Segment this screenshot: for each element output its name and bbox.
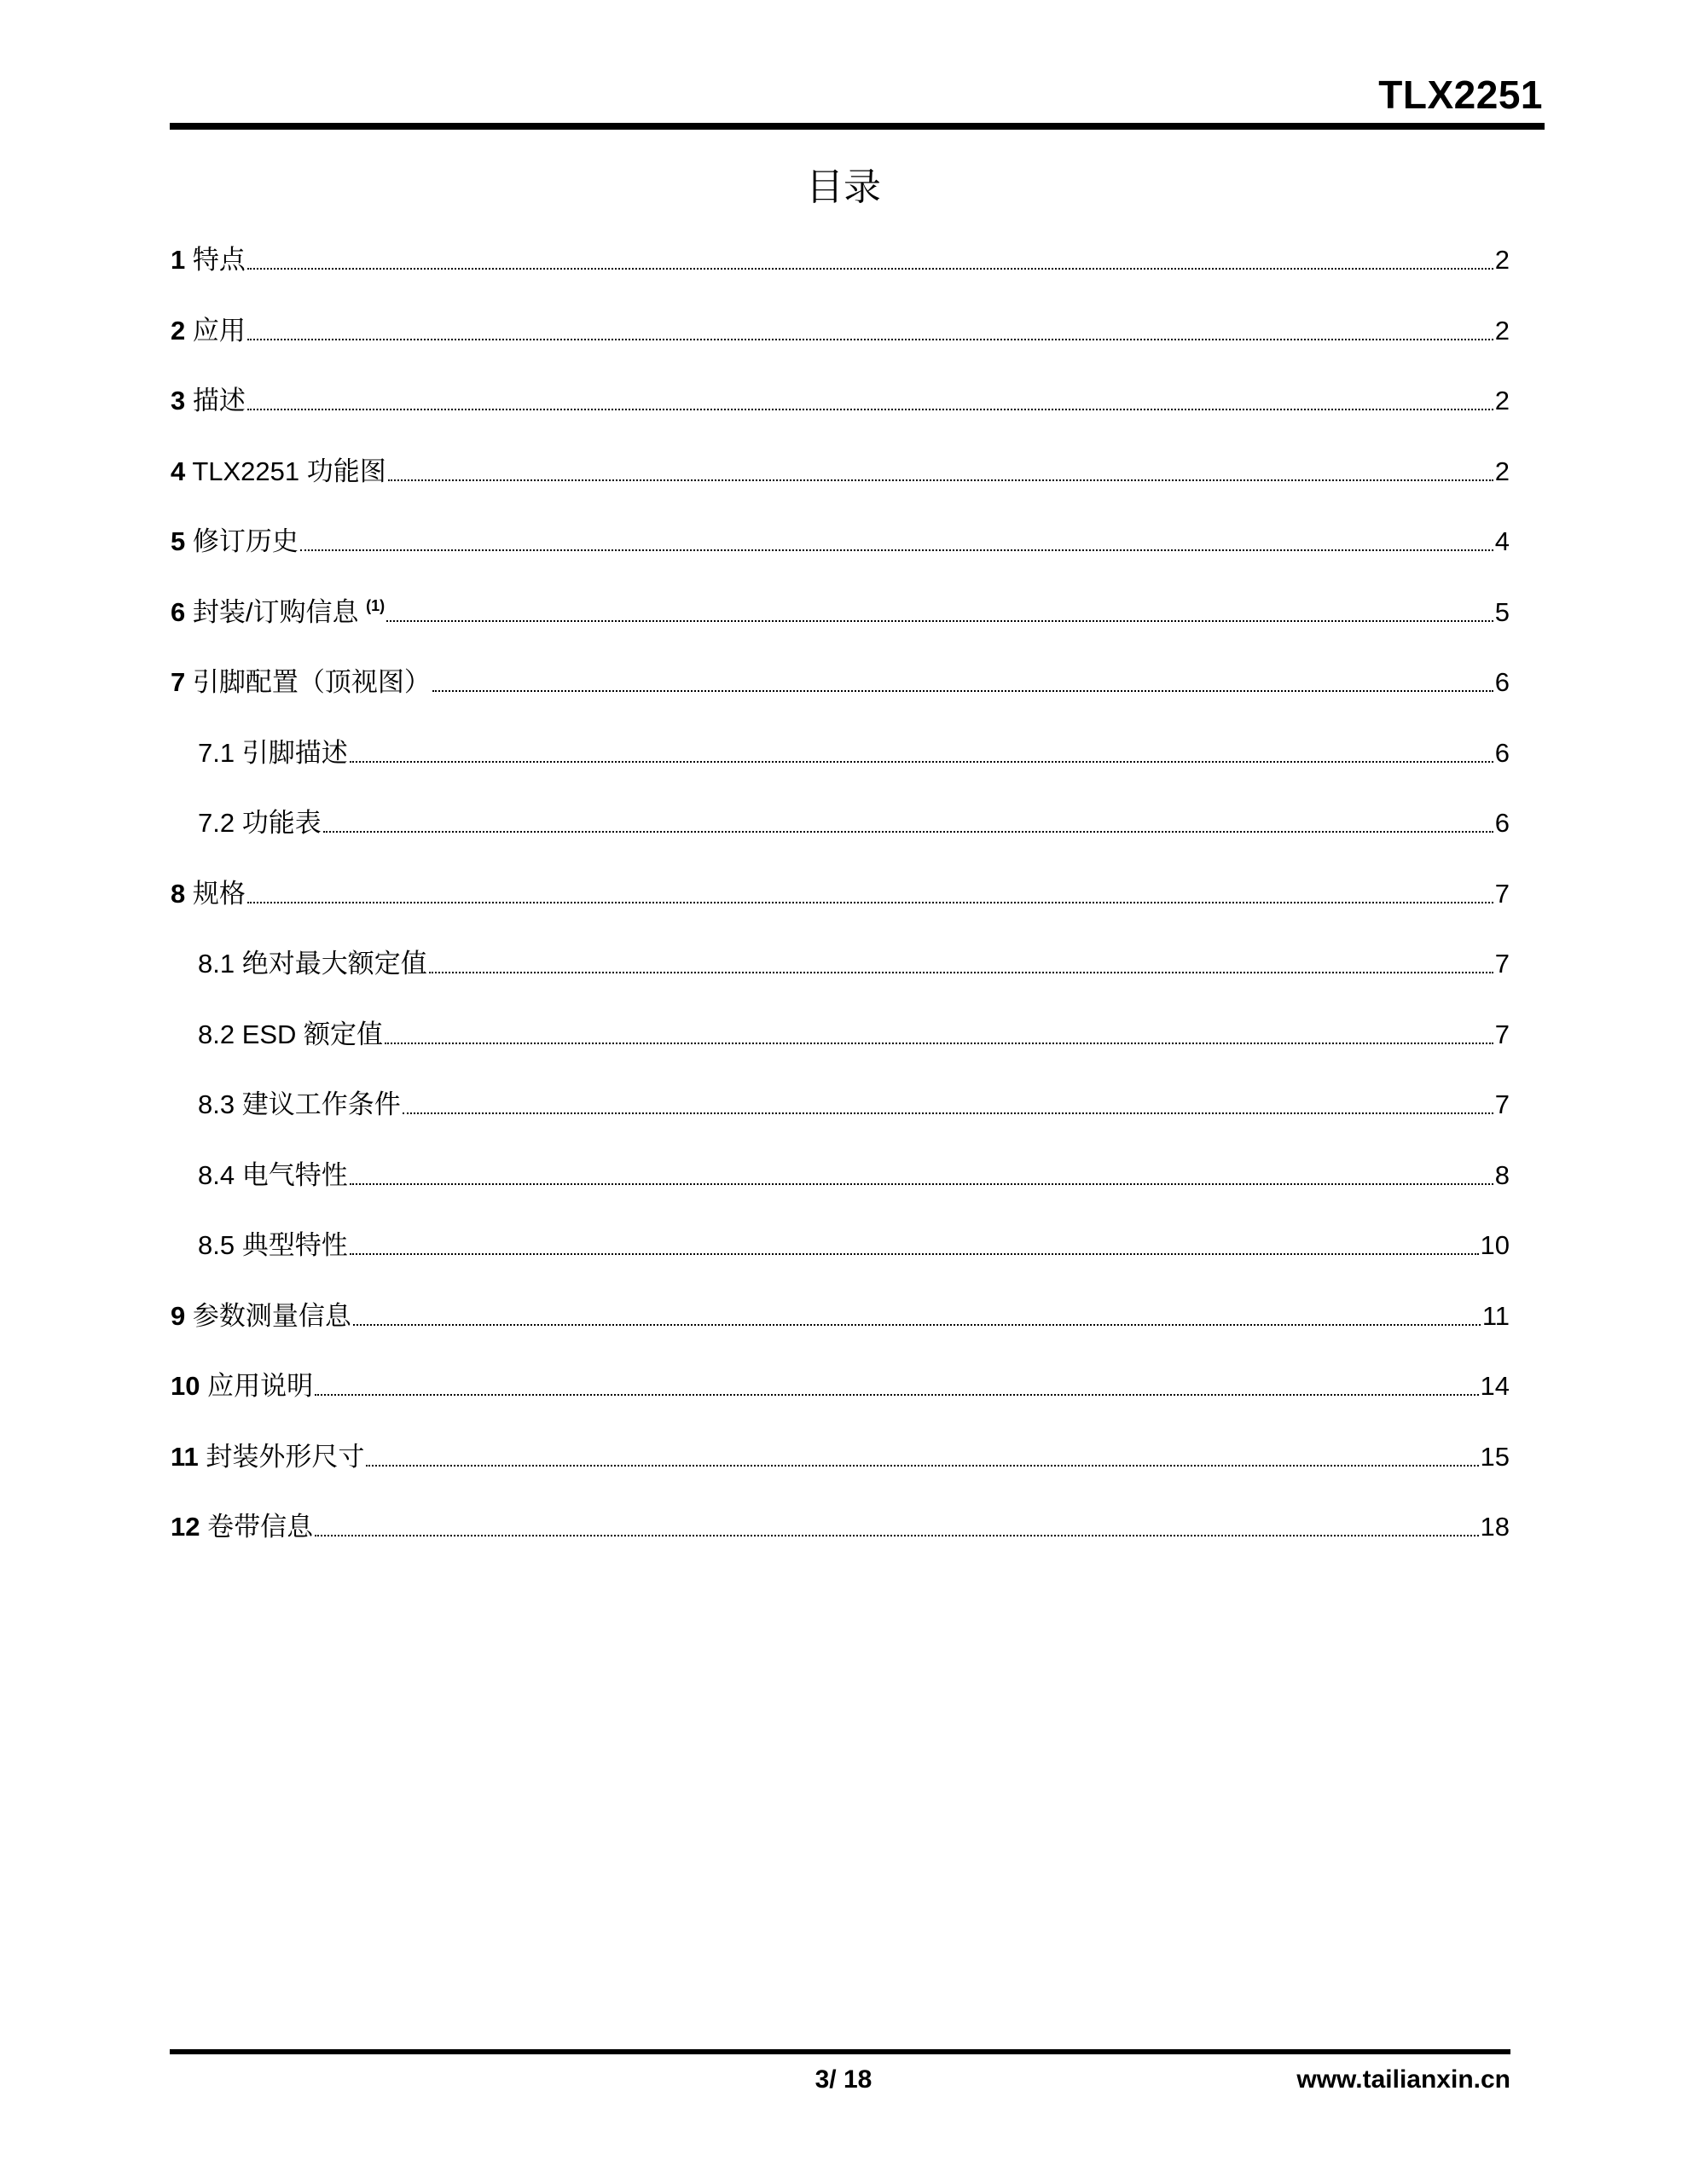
toc-entry-label: [171, 1295, 351, 1338]
toc-entry[interactable]: [171, 380, 1510, 422]
toc-entry-label: [198, 943, 427, 985]
toc-entry-label: [171, 661, 431, 704]
toc-entry-text: 封装外形尺寸: [206, 1442, 365, 1472]
toc-entry-text: 规格: [192, 879, 246, 909]
toc-dot-leader: [350, 1183, 1493, 1185]
toc-entry-page: 2: [1494, 245, 1510, 275]
toc-entry-number: 3: [171, 386, 186, 415]
toc-entry-page: 4: [1494, 526, 1510, 556]
toc-entry[interactable]: [171, 310, 1510, 352]
toc-dot-leader: [385, 1043, 1493, 1044]
toc-entry-page: 2: [1494, 456, 1510, 486]
toc-entry-label: [171, 380, 246, 422]
toc-entry-label: [171, 310, 246, 352]
toc-dot-leader: [386, 620, 1493, 622]
toc-entry-number: 8: [171, 879, 186, 909]
toc-entry[interactable]: [198, 802, 1510, 845]
toc-entry[interactable]: [198, 1014, 1510, 1056]
toc-dot-leader: [300, 549, 1493, 551]
toc-entry-text: 8.3 建议工作条件: [198, 1089, 401, 1119]
toc-entry[interactable]: [171, 239, 1510, 282]
toc-entry-text: 描述: [192, 386, 246, 415]
toc-entry-label: [198, 1154, 348, 1197]
document-header-title: TLX2251: [1378, 73, 1543, 117]
toc-entry-text: 8.5 典型特性: [198, 1230, 348, 1260]
toc-entry-text: 应用说明: [207, 1371, 314, 1401]
toc-entry[interactable]: [198, 1224, 1510, 1267]
toc-entry-label: [198, 1014, 383, 1056]
toc-entry-number: 5: [171, 526, 186, 556]
toc-entry-text: TLX2251 功能图: [192, 456, 386, 486]
toc-dot-leader: [429, 972, 1493, 973]
toc-entry-page: 15: [1480, 1442, 1510, 1472]
toc-entry-text: 引脚配置（顶视图）: [192, 667, 431, 697]
footer-rule: [170, 2049, 1510, 2054]
toc-entry-label: [171, 591, 385, 634]
toc-entry-footnote-ref: (1): [366, 597, 386, 614]
toc-entry[interactable]: [171, 591, 1510, 634]
toc-entry-number: 4: [171, 456, 186, 486]
toc-entry-page: 6: [1494, 667, 1510, 697]
toc-dot-leader: [353, 1324, 1481, 1326]
toc-entry[interactable]: [171, 450, 1510, 493]
toc-dot-leader: [247, 902, 1493, 903]
footer-website: www.tailianxin.cn: [1296, 2065, 1510, 2094]
toc-entry[interactable]: [171, 1295, 1510, 1338]
toc-entry-number: 2: [171, 316, 186, 346]
toc-entry-text: 修订历史: [192, 526, 299, 556]
toc-entry-text: 特点: [192, 245, 246, 275]
toc-entry-label: [171, 873, 246, 915]
toc-entry[interactable]: [198, 1154, 1510, 1197]
toc-entry[interactable]: [198, 1083, 1510, 1126]
toc-entry[interactable]: [171, 520, 1510, 563]
toc-entry-label: [171, 1506, 313, 1548]
toc-entry-number: 1: [171, 245, 186, 275]
toc-entry[interactable]: [171, 1436, 1510, 1478]
toc-entry-text: 卷带信息: [207, 1512, 314, 1542]
toc-entry-text: 封装/订购信息: [192, 597, 359, 627]
toc-entry[interactable]: [171, 873, 1510, 915]
toc-entry-page: 7: [1494, 1089, 1510, 1119]
toc-title: 目录: [806, 166, 881, 209]
toc-entry[interactable]: [171, 1365, 1510, 1408]
toc-entry[interactable]: [198, 732, 1510, 775]
toc-entry-text: 8.1 绝对最大额定值: [198, 949, 427, 979]
toc-entry-label: [171, 239, 246, 282]
toc-entry[interactable]: [171, 661, 1510, 704]
toc-entry-text: 应用: [192, 316, 246, 346]
toc-dot-leader: [247, 409, 1493, 410]
toc-entry-page: 7: [1494, 879, 1510, 909]
toc-entry-number: 12: [171, 1512, 200, 1542]
toc-entry-number: 6: [171, 597, 186, 627]
toc-entry-page: 2: [1494, 316, 1510, 346]
toc-entry-number: 7: [171, 667, 186, 697]
toc-entry[interactable]: [198, 943, 1510, 985]
toc-dot-leader: [323, 831, 1493, 833]
toc-entry-label: [198, 1083, 401, 1126]
toc-dot-leader: [366, 1465, 1478, 1467]
footer-page-number: 3/ 18: [815, 2065, 872, 2094]
toc-entry-label: [171, 450, 386, 493]
toc-entry-page: 14: [1480, 1371, 1510, 1401]
toc-entry-label: [198, 802, 322, 845]
toc-entry-page: 7: [1494, 949, 1510, 979]
toc-dot-leader: [432, 690, 1493, 692]
toc-entry-page: 11: [1481, 1301, 1510, 1331]
toc-entry-page: 18: [1480, 1512, 1510, 1542]
toc-dot-leader: [403, 1112, 1493, 1114]
toc-entry-number: 9: [171, 1301, 186, 1331]
toc-entry-text: 7.1 引脚描述: [198, 738, 348, 768]
toc-dot-leader: [247, 268, 1493, 270]
toc-entry-label: [171, 1436, 364, 1478]
toc-entry-page: 8: [1494, 1160, 1510, 1190]
toc-entry-label: [171, 520, 299, 563]
toc-entry-page: 10: [1480, 1230, 1510, 1260]
toc-entry-label: [198, 732, 348, 775]
toc-dot-leader: [350, 1253, 1479, 1255]
toc-entry[interactable]: [171, 1506, 1510, 1548]
toc-entry-number: 10: [171, 1371, 200, 1401]
toc-entry-label: [198, 1224, 348, 1267]
toc-entry-page: 6: [1494, 808, 1510, 838]
toc-entry-page: 7: [1494, 1019, 1510, 1049]
toc-entry-text: 8.2 ESD 额定值: [198, 1019, 384, 1049]
header-rule: [170, 123, 1545, 130]
toc-dot-leader: [388, 479, 1493, 481]
toc-entry-text: 参数测量信息: [192, 1301, 351, 1331]
toc-dot-leader: [350, 761, 1493, 763]
toc-entry-number: 11: [171, 1442, 199, 1472]
toc-entry-page: 5: [1494, 597, 1510, 627]
toc-entry-page: 2: [1494, 386, 1510, 415]
toc-dot-leader: [315, 1394, 1478, 1396]
toc-dot-leader: [315, 1535, 1478, 1536]
toc-entry-page: 6: [1494, 738, 1510, 768]
toc-dot-leader: [247, 339, 1493, 340]
toc-entry-text: 7.2 功能表: [198, 808, 322, 838]
toc-entry-text: 8.4 电气特性: [198, 1160, 348, 1190]
toc-entry-label: [171, 1365, 313, 1408]
